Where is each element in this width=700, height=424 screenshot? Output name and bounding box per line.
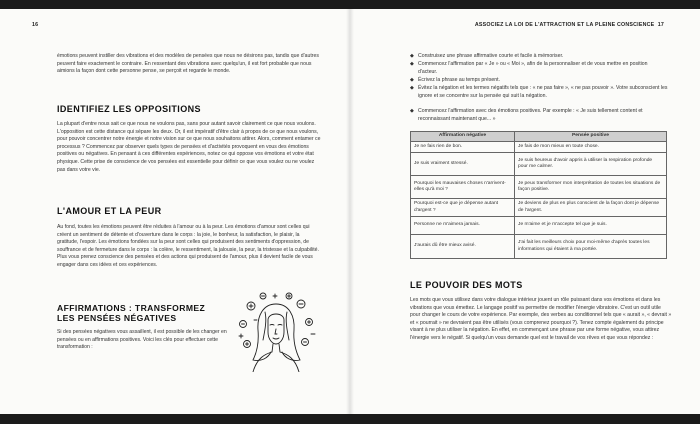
negative-cell: Je suis vraiment stressé. [411,153,515,176]
negative-cell: J'aurais dû être mieux avisé. [411,235,515,259]
table-row [411,153,667,176]
table-row [411,217,667,235]
heading-amour-peur: L'AMOUR ET LA PEUR [57,206,162,216]
table-row [411,142,667,153]
affirmations-paragraph: Si des pensées négatives vous assaillent, il est possible de les changer en pensées ou en affirmations positives. Voici les clés pour effectuer cette transformation : [57,329,227,351]
table-row [411,176,667,199]
intro-paragraph: émotions peuvent instiller des vibrations et des modèles de pensées que nous ne désirons pas, tandis que d'autres peuvent faire exactement le contraire. En ressentant des vibrations avec quelqu'un, il est fort probable que nous aimions la façon dont cette personne pense, se perçoit et regarde le monde. [57,53,319,75]
heading-affirmations-line1: AFFIRMATIONS : TRANSFORMEZ [57,303,206,313]
negative-cell: Personne ne m'aimera jamais. [411,217,515,235]
positive-cell: Je peux transformer mon interprétation de toutes les situations de façon positive. [515,176,667,199]
diamond-bullet-icon: ◆ [410,77,414,83]
heading-oppositions: IDENTIFIEZ LES OPPOSITIONS [57,104,201,114]
pouvoir-paragraph: Les mots que vous utilisez dans votre dialogue intérieur jouent un rôle puissant dans vos émotions et dans les vibrations que vous émettez. Le langage positif va permettre de modifier l'énergie vibratoire. C'est un outil utile pour changer le cours de votre expérience. Par exemple, des verbes au conditionnel tels que « aurait », « devrait » et « pourrait » ne devraient pas être utilisés (vous comprenez pourquoi ?). Tenez compte également du principe visant à ne plus utiliser la négation. En effet, en commençant une phrase par une forme négative, vous attirez l'énergie vers le négatif. Si quelqu'un vous demande quel est le travail de vos rêves et que vous répondez : [410,297,672,341]
negative-cell: Je ne fais rien de bon. [411,142,515,153]
positive-cell: Je suis heureux d'avoir appris à utiliser la respiration profonde pour me calmer. [515,153,667,176]
left-page-number: 16 [32,22,39,28]
heading-affirmations-line2: LES PENSÉES NÉGATIVES [57,313,177,323]
positive-cell: J'ai fait les meilleurs choix pour moi-même d'après toutes les informations qui étaient à ma portée. [515,235,667,259]
bullet-item: ◆ Évitez la négation et les termes négatifs tels que : « ne pas faire », « ne pas pouvoir ». Votre subconscient les ignore et se concentre sur la pensée qui suit la négation. [410,85,668,99]
bullet-item: ◆ Construisez une phrase affirmative courte et facile à mémoriser. [410,53,564,59]
heading-pouvoir-mots: LE POUVOIR DES MOTS [410,280,523,290]
diamond-bullet-icon: ◆ [410,61,414,67]
negative-cell: Pourquoi les mauvaises choses n'arrivent-elles qu'à moi ? [411,176,515,199]
positive-cell: Je deviens de plus en plus conscient de la façon dont je dépense de l'argent. [515,199,667,217]
running-head: ASSOCIEZ LA LOI DE L'ATTRACTION ET LA PLEINE CONSCIENCE [474,22,655,28]
positive-cell: Je m'aime et je m'accepte tel que je suis. [515,217,667,235]
column-header-negative: Affirmation négative [411,132,515,142]
amour-paragraph: Au fond, toutes les émotions peuvent être réduites à l'amour ou à la peur. Les émotions d'amour sont celles qui créent un sentiment de détente et d'ouverture dans le corps : la joie, le bonheur, la satisfaction, le plaisir, la gratitude, l'espoir. Les émotions fondées sur la peur sont celles qui produisent des sentiments d'oppression, de souffrance et de fermeture dans le corps : la colère, le ressentiment, la jalousie, la peur, la tristesse et la culpabilité. Plus vous prenez conscience des pensées et des actions qui produisent de l'amour, plus il devient facile de vous engager dans ces idées et ces expériences. [57,224,319,268]
affirmations-table [410,131,667,259]
table-row [411,235,667,259]
table-row [411,199,667,217]
oppositions-paragraph: La plupart d'entre nous sait ce que nous ne voulons pas, sans pour autant savoir clairement ce que nous voulons. L'opposition est cette distance qui sépare les deux. Or, il est impératif d'être clair à propos de ce que nous voulons, pour pouvoir concentrer notre énergie et notre vision sur ce que nous souhaitons attirer. Alors, comment entamer ce processus ? Commencez par observer quels types de pensées et d'activités provoquent en vous des émotions positives ou négatives. En pensant à ces différentes expériences, notez ce qui oppose vos émotions et votre état physique. Cette prise de conscience de vos pensées est essentielle pour définir ce que vous voulez ou ne voulez pas dans votre vie. [57,121,321,173]
negative-cell: Pourquoi est-ce que je dépense autant d'argent ? [411,199,515,217]
right-page-number: 17 [657,22,664,28]
positive-cell: Je fais de mon mieux en toute chose. [515,142,667,153]
bullet-item: ◆ Écrivez la phrase au temps présent. [410,77,501,83]
bullet-item: ◆ Commencez l'affirmation par « Je » ou « Moi », afin de la personnaliser et de vous mettre en position d'acteur. [410,61,648,75]
right-page-header [475,22,664,28]
woman-with-symbols-illustration [235,292,317,372]
diamond-bullet-icon: ◆ [410,108,414,114]
bullet-item: ◆ Commencez l'affirmation avec des émotions positives. Par exemple : « Je suis tellement content et reconnaissant maintenant que... » [410,108,643,122]
gutter-shadow [346,9,354,414]
diamond-bullet-icon: ◆ [410,53,414,59]
column-header-positive: Pensée positive [515,132,667,142]
table-header-row [411,132,667,142]
diamond-bullet-icon: ◆ [410,85,414,91]
